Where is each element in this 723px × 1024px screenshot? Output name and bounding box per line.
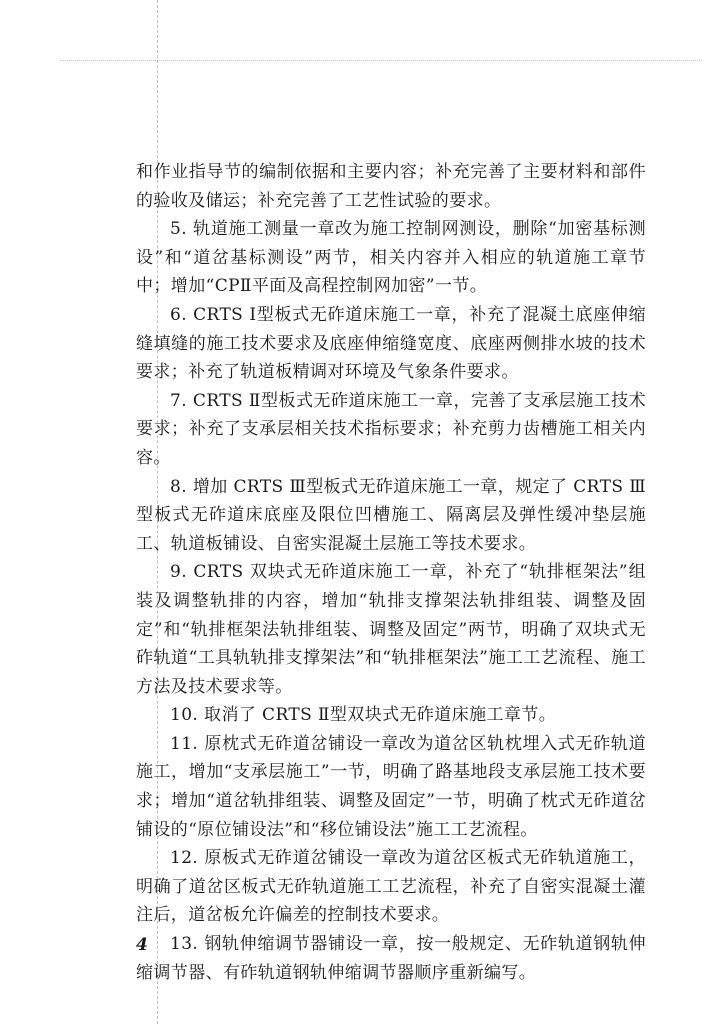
paragraph-continuation: 和作业指导节的编制依据和主要内容；补充完善了主要材料和部件的验收及储运；补充完善了工艺性试验的要求。: [136, 162, 646, 211]
paragraph-item-13: 13. 钢轨伸缩调节器铺设一章，按一般规定、无砟轨道钢轨伸缩调节器、有砟轨道钢轨伸缩调节器顺序重新编写。: [136, 934, 646, 983]
page-number: 4: [136, 935, 148, 955]
paragraph-item-9: 9. CRTS 双块式无砟道床施工一章，补充了“轨排框架法”组装及调整轨排的内容，增加“轨排支撑架法轨排组装、调整及固定”和“轨排框架法轨排组装、调整及固定”两节，明确了双块式无砟轨道“工具轨轨排支撑架法”和“轨排框架法”施工工艺流程、施工方法及技术要求等。: [136, 562, 646, 697]
paragraph-item-10: 10. 取消了 CRTS Ⅱ型双块式无砟道床施工章节。: [170, 705, 557, 726]
paragraph-item-11: 11. 原枕式无砟道岔铺设一章改为道岔区轨枕埋入式无砟轨道施工，增加“支承层施工”一节，明确了路基地段支承层施工技术要求；增加“道岔轨排组装、调整及固定”一节，明确了枕式无砟道岔铺设的“原位铺设法”和“移位铺设法”施工工艺流程。: [136, 733, 646, 840]
paragraph-item-7: 7. CRTS Ⅱ型板式无砟道床施工一章，完善了支承层施工技术要求；补充了支承层相关技术指标要求；补充剪力齿槽施工相关内容。: [136, 390, 646, 468]
paragraph-item-5: 5. 轨道施工测量一章改为施工控制网测设，删除“加密基标测设”和“道岔基标测设”两节，相关内容并入相应的轨道施工章节中；增加“CPⅡ平面及高程控制网加密”一节。: [136, 219, 646, 297]
paragraph-item-12: 12. 原板式无砟道岔铺设一章改为道岔区板式无砟轨道施工，明确了道岔区板式无砟轨道施工工艺流程，补充了自密实混凝土灌注后，道岔板允许偏差的控制技术要求。: [136, 848, 646, 926]
paragraph-item-8: 8. 增加 CRTS Ⅲ型板式无砟道床施工一章，规定了 CRTS Ⅲ型板式无砟道床底座及限位凹槽施工、隔离层及弹性缓冲垫层施工、轨道板铺设、自密实混凝土层施工等技术要求。: [136, 476, 646, 554]
scan-artifact-line: [60, 60, 700, 61]
body-text: [136, 158, 646, 987]
paragraph-item-6: 6. CRTS Ⅰ型板式无砟道床施工一章，补充了混凝土底座伸缩缝填缝的施工技术要求及底座伸缩缝宽度、底座两侧排水坡的技术要求；补充了轨道板精调对环境及气象条件要求。: [136, 304, 646, 383]
